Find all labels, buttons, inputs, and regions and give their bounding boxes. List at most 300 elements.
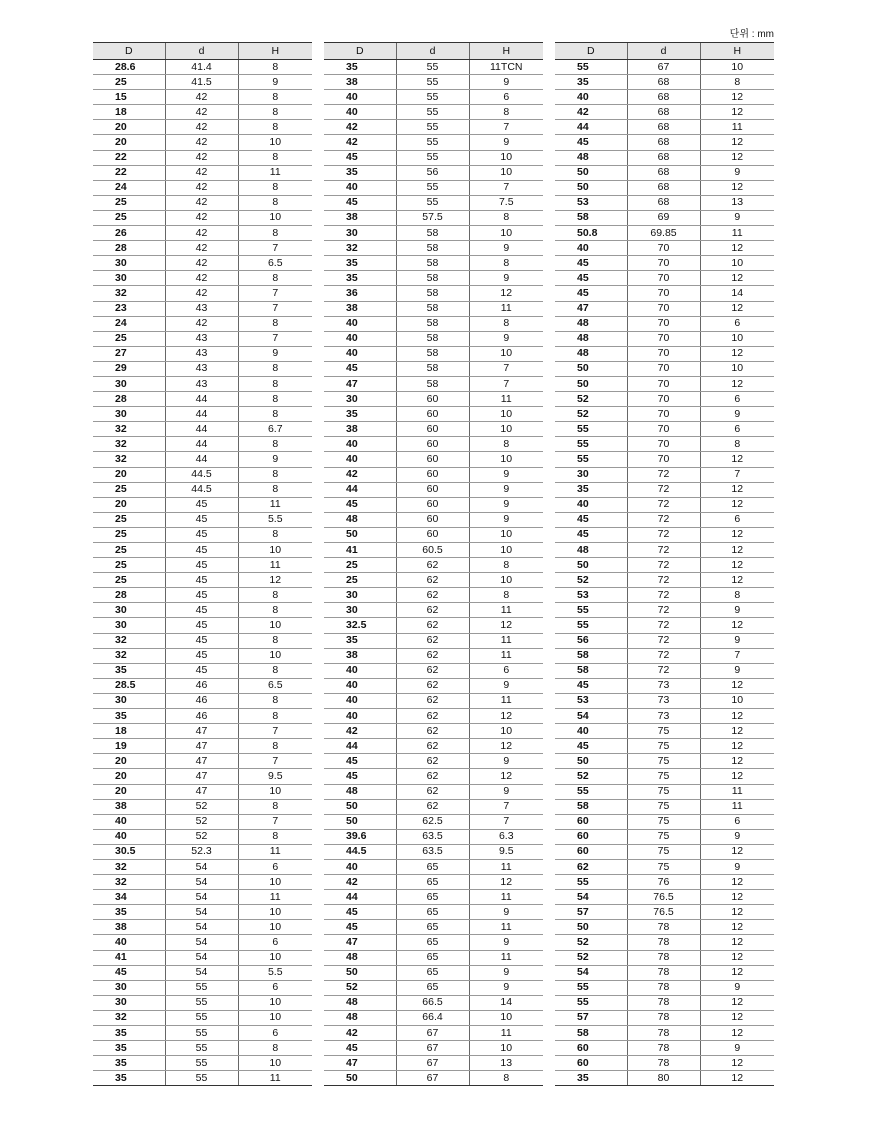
- header-D: D: [324, 43, 396, 60]
- cell-H: 11: [700, 784, 774, 799]
- table-row: [324, 799, 543, 814]
- cell-H: 9: [469, 678, 543, 693]
- cell-D: 25: [93, 573, 165, 588]
- table-row: [93, 241, 312, 256]
- table-row: [93, 150, 312, 165]
- cell-H: 12: [469, 286, 543, 301]
- cell-d: 75: [627, 724, 700, 739]
- cell-H: 12: [700, 543, 774, 558]
- cell-D: 36: [324, 286, 396, 301]
- cell-D: 40: [324, 105, 396, 120]
- dimension-table-3: [555, 42, 774, 1086]
- cell-D: 35: [555, 482, 627, 497]
- cell-H: 11: [238, 165, 312, 180]
- table-row: [324, 829, 543, 844]
- cell-D: 30: [93, 376, 165, 391]
- cell-H: 12: [700, 346, 774, 361]
- cell-d: 60: [396, 437, 469, 452]
- table-row: [324, 210, 543, 225]
- cell-H: 9: [469, 75, 543, 90]
- cell-D: 42: [324, 875, 396, 890]
- cell-H: 9: [238, 452, 312, 467]
- cell-H: 10: [238, 995, 312, 1010]
- cell-d: 46: [165, 709, 238, 724]
- cell-H: 12: [700, 1056, 774, 1071]
- cell-D: 32: [93, 286, 165, 301]
- cell-d: 44: [165, 422, 238, 437]
- table-row: [93, 693, 312, 708]
- cell-D: 48: [324, 995, 396, 1010]
- cell-d: 47: [165, 739, 238, 754]
- cell-D: 55: [555, 60, 627, 75]
- cell-H: 12: [700, 180, 774, 195]
- cell-D: 40: [324, 709, 396, 724]
- table-row: [555, 1056, 774, 1071]
- cell-d: 45: [165, 543, 238, 558]
- cell-d: 54: [165, 935, 238, 950]
- cell-H: 6: [469, 663, 543, 678]
- table-row: [93, 1026, 312, 1041]
- cell-H: 10: [469, 573, 543, 588]
- table-row: [324, 935, 543, 950]
- cell-H: 10: [700, 331, 774, 346]
- cell-H: 8: [238, 603, 312, 618]
- table-row: [555, 633, 774, 648]
- cell-H: 7: [238, 301, 312, 316]
- cell-D: 39.6: [324, 829, 396, 844]
- cell-d: 54: [165, 905, 238, 920]
- cell-d: 75: [627, 769, 700, 784]
- cell-H: 11: [469, 301, 543, 316]
- cell-H: 12: [700, 452, 774, 467]
- cell-H: 12: [700, 844, 774, 859]
- cell-D: 60: [555, 829, 627, 844]
- table-row: [324, 739, 543, 754]
- cell-H: 10: [469, 407, 543, 422]
- table-row: [555, 558, 774, 573]
- cell-D: 30: [555, 467, 627, 482]
- cell-d: 70: [627, 422, 700, 437]
- table-row: [555, 422, 774, 437]
- cell-d: 43: [165, 301, 238, 316]
- cell-d: 52: [165, 829, 238, 844]
- cell-H: 12: [700, 920, 774, 935]
- cell-d: 55: [396, 120, 469, 135]
- table-row: [324, 1010, 543, 1025]
- cell-H: 7: [700, 648, 774, 663]
- cell-D: 45: [324, 769, 396, 784]
- cell-D: 48: [324, 784, 396, 799]
- table-row: [324, 452, 543, 467]
- cell-H: 12: [700, 573, 774, 588]
- table-row: [555, 890, 774, 905]
- table-row: [324, 980, 543, 995]
- table-row: [555, 965, 774, 980]
- table-row: [324, 165, 543, 180]
- table-row: [324, 709, 543, 724]
- cell-d: 43: [165, 331, 238, 346]
- table-row: [93, 316, 312, 331]
- cell-D: 18: [93, 724, 165, 739]
- cell-H: 12: [700, 482, 774, 497]
- cell-H: 12: [700, 754, 774, 769]
- cell-d: 58: [396, 256, 469, 271]
- cell-H: 9: [469, 135, 543, 150]
- cell-d: 58: [396, 316, 469, 331]
- cell-H: 11: [238, 890, 312, 905]
- cell-d: 65: [396, 905, 469, 920]
- cell-d: 67: [396, 1026, 469, 1041]
- cell-D: 32: [93, 633, 165, 648]
- header-d: d: [165, 43, 238, 60]
- table-row: [93, 527, 312, 542]
- cell-D: 32: [93, 452, 165, 467]
- cell-d: 68: [627, 105, 700, 120]
- cell-d: 58: [396, 376, 469, 391]
- cell-D: 45: [324, 195, 396, 210]
- cell-d: 42: [165, 180, 238, 195]
- cell-D: 58: [555, 663, 627, 678]
- cell-D: 47: [324, 1056, 396, 1071]
- cell-H: 9: [700, 407, 774, 422]
- cell-d: 72: [627, 663, 700, 678]
- cell-H: 9.5: [469, 844, 543, 859]
- cell-d: 62: [396, 754, 469, 769]
- cell-H: 12: [700, 135, 774, 150]
- cell-H: 8: [238, 105, 312, 120]
- table-row: [324, 75, 543, 90]
- table-row: [555, 437, 774, 452]
- cell-H: 8: [238, 271, 312, 286]
- cell-H: 8: [469, 256, 543, 271]
- table-row: [324, 618, 543, 633]
- cell-H: 9: [238, 346, 312, 361]
- cell-H: 8: [469, 437, 543, 452]
- cell-H: 10: [469, 527, 543, 542]
- table-row: [93, 361, 312, 376]
- cell-d: 75: [627, 739, 700, 754]
- table-row: [555, 482, 774, 497]
- cell-H: 8: [238, 709, 312, 724]
- cell-D: 23: [93, 301, 165, 316]
- cell-D: 50: [324, 965, 396, 980]
- cell-d: 47: [165, 769, 238, 784]
- cell-D: 38: [324, 75, 396, 90]
- cell-H: 7: [469, 376, 543, 391]
- cell-D: 32: [93, 875, 165, 890]
- table-row: [324, 150, 543, 165]
- table-row: [93, 75, 312, 90]
- cell-D: 40: [324, 180, 396, 195]
- cell-H: 9: [700, 210, 774, 225]
- table-row: [93, 407, 312, 422]
- cell-H: 8: [469, 316, 543, 331]
- cell-d: 45: [165, 558, 238, 573]
- cell-d: 68: [627, 135, 700, 150]
- cell-d: 41.5: [165, 75, 238, 90]
- table-row: [555, 512, 774, 527]
- cell-D: 48: [324, 1010, 396, 1025]
- cell-d: 78: [627, 935, 700, 950]
- cell-H: 12: [469, 769, 543, 784]
- cell-H: 9: [700, 980, 774, 995]
- cell-H: 9: [469, 241, 543, 256]
- cell-D: 40: [555, 90, 627, 105]
- cell-H: 8: [238, 120, 312, 135]
- table-row: [555, 180, 774, 195]
- cell-d: 55: [165, 1071, 238, 1086]
- cell-D: 55: [555, 618, 627, 633]
- table-row: [324, 678, 543, 693]
- cell-D: 35: [324, 256, 396, 271]
- table-row: [93, 467, 312, 482]
- cell-D: 47: [324, 376, 396, 391]
- cell-d: 55: [396, 180, 469, 195]
- cell-d: 44: [165, 437, 238, 452]
- table-row: [93, 90, 312, 105]
- cell-D: 24: [93, 180, 165, 195]
- cell-d: 63.5: [396, 829, 469, 844]
- table-row: [93, 875, 312, 890]
- cell-D: 35: [324, 633, 396, 648]
- cell-D: 52: [555, 935, 627, 950]
- cell-H: 8: [238, 482, 312, 497]
- cell-D: 35: [324, 165, 396, 180]
- table-row: [555, 709, 774, 724]
- cell-D: 53: [555, 588, 627, 603]
- cell-d: 44: [165, 452, 238, 467]
- cell-H: 10: [700, 60, 774, 75]
- cell-H: 7: [469, 361, 543, 376]
- cell-H: 12: [700, 875, 774, 890]
- cell-D: 26: [93, 226, 165, 241]
- table-row: [555, 724, 774, 739]
- cell-d: 46: [165, 678, 238, 693]
- table-row: [324, 195, 543, 210]
- cell-D: 29: [93, 361, 165, 376]
- cell-D: 22: [93, 150, 165, 165]
- cell-D: 45: [324, 920, 396, 935]
- cell-d: 70: [627, 331, 700, 346]
- cell-D: 35: [93, 905, 165, 920]
- cell-d: 62: [396, 588, 469, 603]
- cell-D: 53: [555, 693, 627, 708]
- cell-d: 60.5: [396, 543, 469, 558]
- cell-D: 35: [324, 60, 396, 75]
- cell-D: 60: [555, 1056, 627, 1071]
- table-row: [93, 392, 312, 407]
- table-row: [555, 814, 774, 829]
- cell-H: 12: [700, 376, 774, 391]
- cell-D: 20: [93, 754, 165, 769]
- cell-d: 42: [165, 286, 238, 301]
- cell-D: 55: [555, 437, 627, 452]
- cell-H: 7: [469, 120, 543, 135]
- cell-H: 11TCN: [469, 60, 543, 75]
- table-row: [324, 180, 543, 195]
- table-row: [555, 165, 774, 180]
- table-row: [324, 407, 543, 422]
- cell-D: 35: [93, 1056, 165, 1071]
- table-row: [93, 588, 312, 603]
- table-row: [324, 241, 543, 256]
- cell-H: 9: [469, 980, 543, 995]
- cell-H: 12: [700, 1071, 774, 1086]
- cell-D: 28: [93, 588, 165, 603]
- cell-D: 57: [555, 905, 627, 920]
- cell-D: 62: [555, 859, 627, 874]
- table-row: [555, 950, 774, 965]
- cell-d: 62: [396, 799, 469, 814]
- cell-d: 62: [396, 558, 469, 573]
- table-row: [93, 603, 312, 618]
- cell-D: 55: [555, 784, 627, 799]
- cell-d: 72: [627, 618, 700, 633]
- cell-D: 32: [93, 437, 165, 452]
- cell-H: 10: [469, 150, 543, 165]
- cell-d: 66.5: [396, 995, 469, 1010]
- cell-D: 28: [93, 241, 165, 256]
- cell-D: 38: [93, 920, 165, 935]
- table-row: [555, 301, 774, 316]
- cell-d: 45: [165, 527, 238, 542]
- cell-d: 55: [396, 150, 469, 165]
- table-row: [93, 60, 312, 75]
- cell-d: 78: [627, 995, 700, 1010]
- cell-d: 72: [627, 527, 700, 542]
- cell-H: 6: [238, 935, 312, 950]
- cell-d: 78: [627, 920, 700, 935]
- cell-D: 60: [555, 814, 627, 829]
- table-row: [93, 376, 312, 391]
- table-row: [324, 1071, 543, 1086]
- cell-D: 50: [555, 165, 627, 180]
- cell-D: 40: [324, 663, 396, 678]
- cell-D: 25: [93, 195, 165, 210]
- table-row: [324, 376, 543, 391]
- cell-H: 9: [700, 663, 774, 678]
- cell-H: 13: [469, 1056, 543, 1071]
- cell-d: 42: [165, 226, 238, 241]
- cell-H: 7: [238, 814, 312, 829]
- table-row: [93, 859, 312, 874]
- cell-D: 58: [555, 1026, 627, 1041]
- cell-D: 38: [324, 422, 396, 437]
- table-row: [324, 331, 543, 346]
- cell-d: 45: [165, 663, 238, 678]
- cell-d: 78: [627, 980, 700, 995]
- cell-d: 55: [165, 1026, 238, 1041]
- cell-d: 72: [627, 482, 700, 497]
- cell-d: 55: [165, 1056, 238, 1071]
- cell-H: 8: [238, 226, 312, 241]
- cell-d: 56: [396, 165, 469, 180]
- cell-H: 11: [238, 844, 312, 859]
- cell-H: 8: [238, 60, 312, 75]
- cell-H: 12: [700, 724, 774, 739]
- cell-d: 75: [627, 829, 700, 844]
- cell-d: 45: [165, 512, 238, 527]
- cell-d: 72: [627, 633, 700, 648]
- cell-D: 40: [324, 693, 396, 708]
- cell-D: 50: [324, 1071, 396, 1086]
- cell-d: 73: [627, 693, 700, 708]
- cell-d: 62: [396, 648, 469, 663]
- table-row: [324, 105, 543, 120]
- cell-d: 42: [165, 120, 238, 135]
- cell-D: 58: [555, 648, 627, 663]
- cell-H: 14: [700, 286, 774, 301]
- cell-d: 66.4: [396, 1010, 469, 1025]
- table-row: [93, 331, 312, 346]
- cell-d: 58: [396, 271, 469, 286]
- table-row: [555, 875, 774, 890]
- cell-H: 12: [469, 739, 543, 754]
- cell-d: 68: [627, 90, 700, 105]
- cell-H: 12: [469, 618, 543, 633]
- cell-D: 25: [324, 573, 396, 588]
- cell-d: 73: [627, 678, 700, 693]
- cell-H: 12: [700, 618, 774, 633]
- table-row: [555, 241, 774, 256]
- cell-D: 30: [93, 407, 165, 422]
- cell-H: 8: [238, 392, 312, 407]
- cell-d: 62: [396, 663, 469, 678]
- cell-H: 12: [700, 1010, 774, 1025]
- cell-H: 14: [469, 995, 543, 1010]
- cell-D: 45: [555, 527, 627, 542]
- table-row: [324, 965, 543, 980]
- table-row: [93, 256, 312, 271]
- cell-d: 55: [165, 995, 238, 1010]
- cell-D: 52: [555, 769, 627, 784]
- cell-D: 52: [555, 950, 627, 965]
- table-row: [555, 859, 774, 874]
- table-row: [93, 995, 312, 1010]
- table-row: [324, 663, 543, 678]
- cell-D: 38: [93, 799, 165, 814]
- cell-d: 70: [627, 452, 700, 467]
- cell-H: 7: [700, 467, 774, 482]
- table-row: [93, 210, 312, 225]
- table-row: [324, 60, 543, 75]
- header-D: D: [555, 43, 627, 60]
- cell-D: 25: [93, 482, 165, 497]
- cell-d: 42: [165, 316, 238, 331]
- cell-D: 30: [324, 603, 396, 618]
- cell-d: 78: [627, 1041, 700, 1056]
- cell-d: 55: [396, 90, 469, 105]
- header-d: d: [627, 43, 700, 60]
- cell-D: 42: [324, 120, 396, 135]
- table-row: [324, 120, 543, 135]
- cell-H: 10: [238, 905, 312, 920]
- cell-D: 42: [324, 135, 396, 150]
- table-row: [555, 648, 774, 663]
- table-row: [324, 588, 543, 603]
- cell-d: 68: [627, 195, 700, 210]
- cell-d: 65: [396, 920, 469, 935]
- cell-d: 70: [627, 301, 700, 316]
- cell-D: 20: [93, 784, 165, 799]
- cell-d: 42: [165, 241, 238, 256]
- table-row: [555, 784, 774, 799]
- table-row: [324, 135, 543, 150]
- cell-d: 44: [165, 392, 238, 407]
- cell-d: 54: [165, 859, 238, 874]
- cell-d: 62: [396, 709, 469, 724]
- cell-H: 9: [700, 859, 774, 874]
